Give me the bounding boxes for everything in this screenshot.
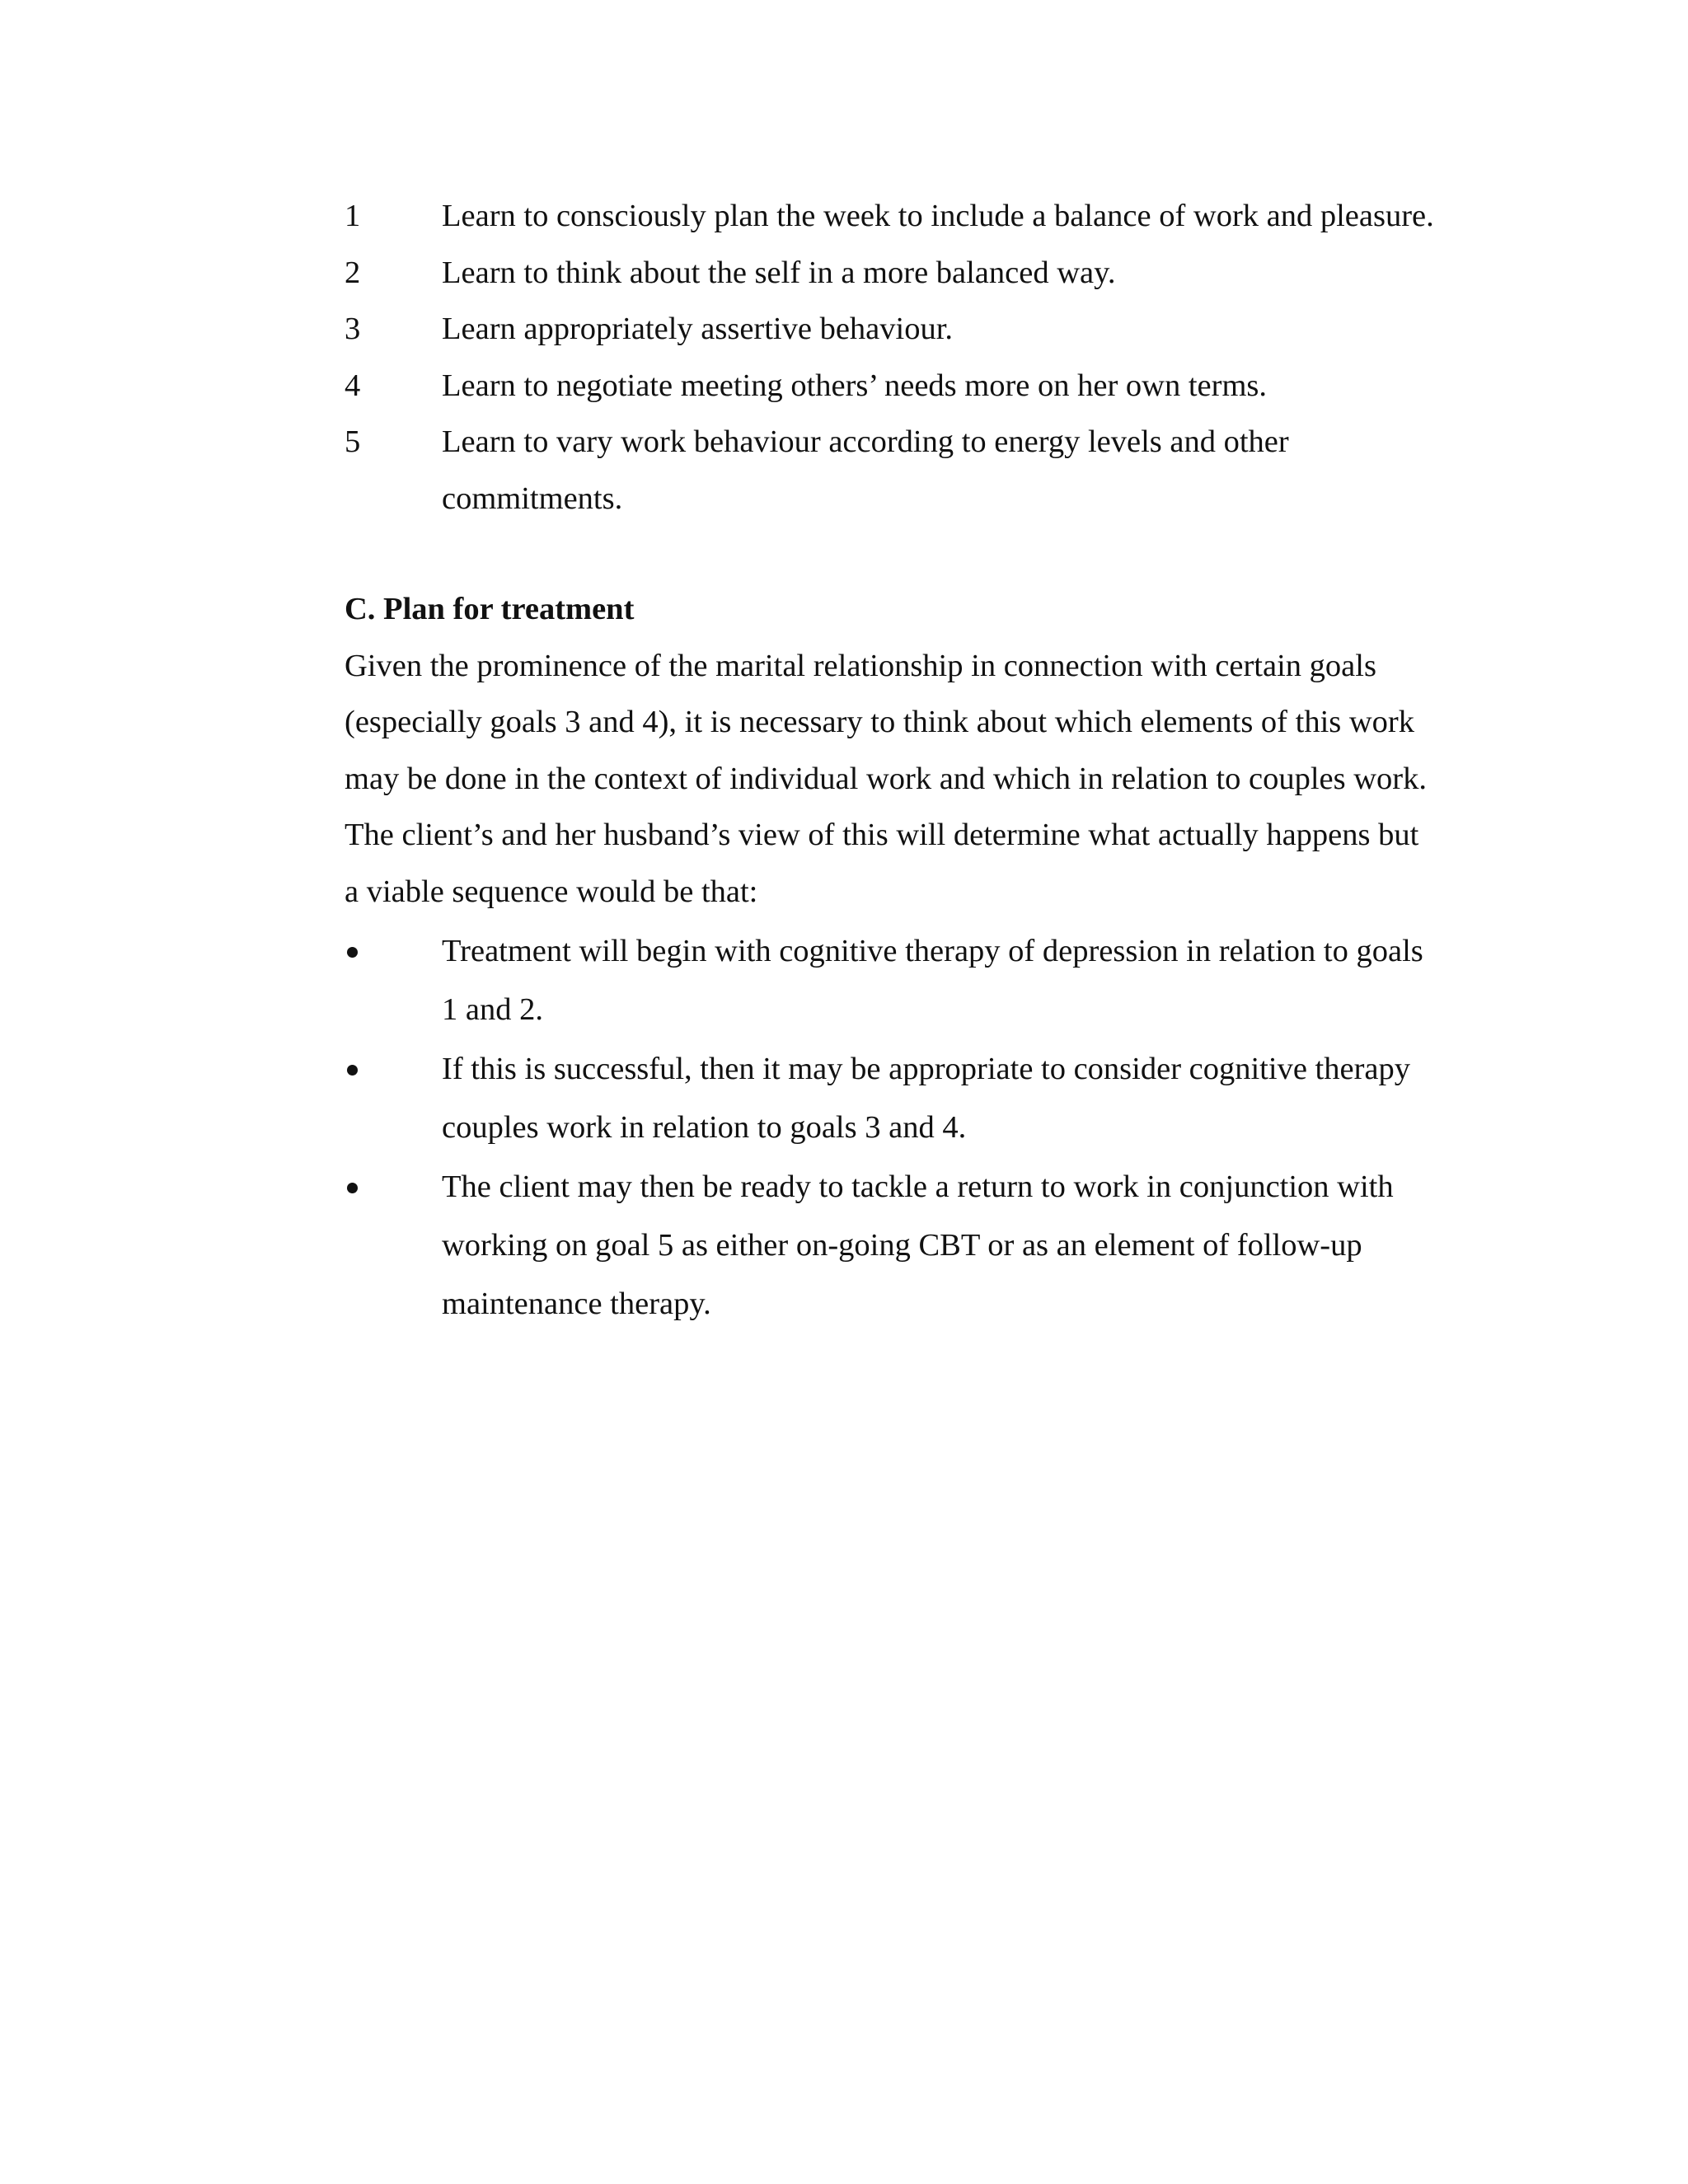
goals-list <box>345 188 1441 527</box>
bullet-marker <box>345 1158 442 1216</box>
section-spacer <box>345 527 1441 581</box>
bullet-item <box>345 1040 1441 1157</box>
goal-text: Learn to vary work behaviour according to energy levels and other commitments. <box>442 424 1289 516</box>
bullet-item <box>345 1158 1441 1333</box>
goal-item <box>345 358 1441 415</box>
treatment-bullet-list <box>345 922 1441 1333</box>
bullet-text: The client may then be ready to tackle a return to work in conjunction with working on goal 5 as either on-going CBT or as an element of follow-up maintenance therapy. <box>442 1169 1394 1321</box>
goal-number: 3 <box>345 312 361 346</box>
goal-number: 2 <box>345 255 361 290</box>
goal-item <box>345 301 1441 358</box>
goal-number: 4 <box>345 368 361 403</box>
bullet-text: If this is successful, then it may be appropriate to consider cognitive therapy couples work in relation to goals 3 and 4. <box>442 1052 1410 1145</box>
section-paragraph: Given the prominence of the marital relationship in connection with certain goals (especially goals 3 and 4), it is necessary to think about which elements of this work may be done in the context of individual work and which in relation to couples work. The client’s and her husband’s view of this will determine what actually happens but a viable sequence would be that: <box>345 648 1427 909</box>
bullet-dot-icon <box>347 1065 358 1076</box>
goal-item <box>345 245 1441 302</box>
goal-number: 1 <box>345 199 361 233</box>
goal-text: Learn appropriately assertive behaviour. <box>442 312 954 346</box>
bullet-marker <box>345 1040 442 1099</box>
goal-item <box>345 188 1441 245</box>
bullet-text: Treatment will begin with cognitive therapy of depression in relation to goals 1 and 2. <box>442 934 1423 1027</box>
goal-number: 5 <box>345 424 361 459</box>
goal-text: Learn to think about the self in a more balanced way. <box>442 255 1116 290</box>
bullet-item <box>345 922 1441 1039</box>
goal-text: Learn to negotiate meeting others’ needs more on her own terms. <box>442 368 1268 403</box>
page-content <box>345 188 1441 1333</box>
bullet-dot-icon <box>347 947 358 958</box>
goal-item <box>345 414 1441 527</box>
section-heading: C. Plan for treatment <box>345 592 635 626</box>
bullet-dot-icon <box>347 1183 358 1193</box>
bullet-marker <box>345 922 442 981</box>
goal-text: Learn to consciously plan the week to include a balance of work and pleasure. <box>442 199 1434 233</box>
